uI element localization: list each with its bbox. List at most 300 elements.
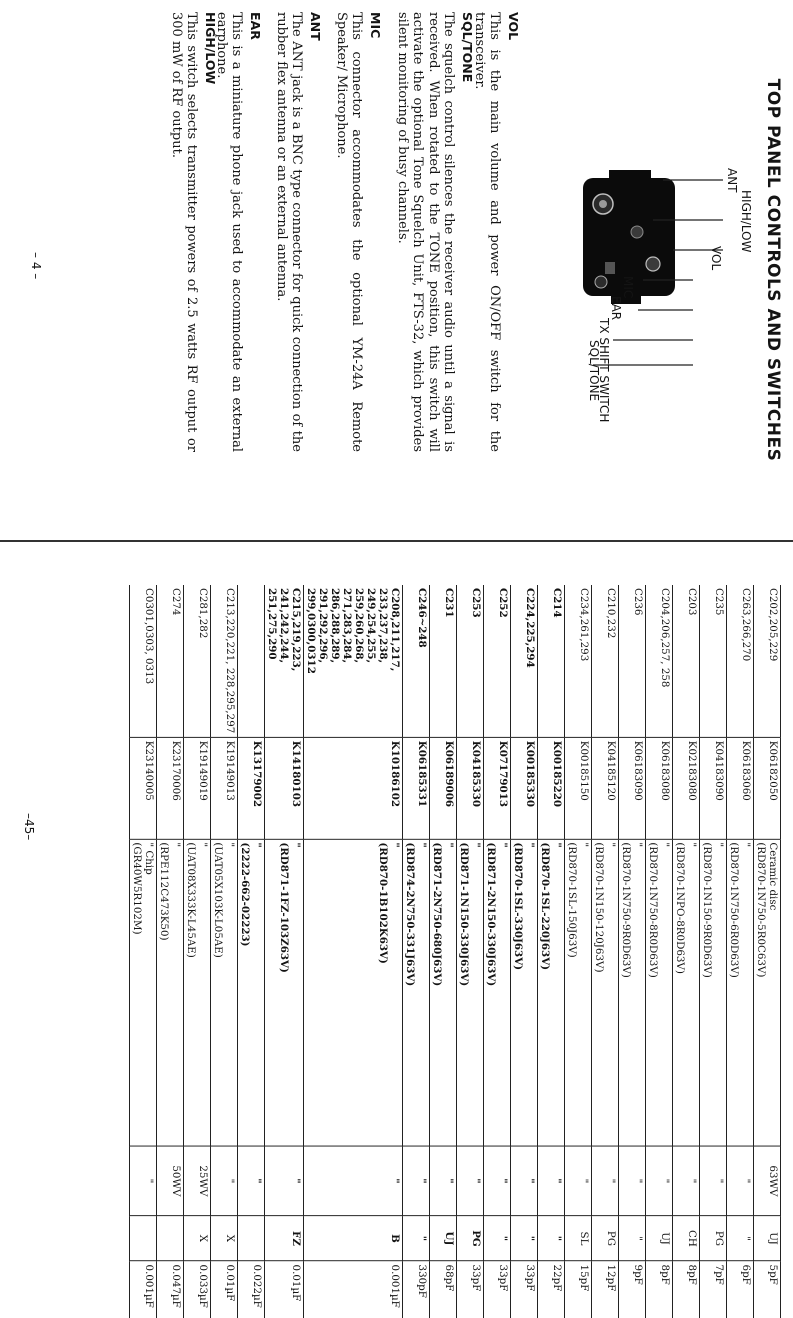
part-number-cell	[403, 737, 430, 839]
type-cell-text: PG	[470, 1230, 482, 1247]
ref-cell-text: C213,220,221, 228,295,297	[224, 587, 236, 734]
description-code-text: (RPE112C473K50)	[158, 842, 170, 941]
part-number-cell-text: K04183090	[713, 740, 725, 801]
part-number-cell	[538, 737, 565, 839]
ref-cell	[304, 585, 403, 737]
part-number-cell-text: K04185330	[470, 740, 482, 808]
rating-cell	[646, 1146, 673, 1216]
table-row	[592, 585, 619, 1318]
description-cell-text: "	[524, 842, 536, 848]
rating-cell-text: "	[659, 1178, 671, 1184]
value-cell-text: 15pF	[578, 1264, 590, 1292]
value-cell	[619, 1261, 646, 1318]
description-cell-text: "	[605, 842, 617, 848]
value-cell-text: 33pF	[497, 1264, 509, 1292]
type-cell-text: "	[632, 1236, 644, 1241]
part-number-cell-text: K00185220	[551, 740, 563, 808]
description-cell	[511, 839, 538, 1146]
description-code-text: (RD870-1SL-330J63V)	[512, 842, 524, 971]
description-cell	[265, 839, 304, 1146]
section-heading: SQL/TONE	[460, 12, 475, 83]
part-number-cell-text: K04185120	[605, 740, 617, 801]
parts-table-body	[130, 585, 781, 1318]
value-cell-text: 12pF	[605, 1264, 617, 1292]
rating-cell	[130, 1146, 157, 1216]
value-cell-text: 0.033µF	[197, 1264, 209, 1308]
description-cell-text: "	[713, 842, 725, 848]
ref-cell-text: C224,225,294	[524, 587, 536, 668]
table-row	[304, 585, 403, 1318]
rating-cell-text: "	[251, 1178, 263, 1184]
label-ear: EAR	[609, 296, 623, 321]
table-row	[727, 585, 754, 1318]
description-cell-text: "	[632, 842, 644, 848]
value-cell	[211, 1261, 238, 1318]
ref-cell	[211, 585, 238, 737]
ref-cell	[538, 585, 565, 737]
section-heading: EAR	[248, 12, 263, 40]
value-cell	[646, 1261, 673, 1318]
rating-cell-text: 63WV	[767, 1165, 779, 1197]
ref-cell-text: C214	[551, 587, 563, 618]
section-ant	[274, 12, 324, 452]
type-cell	[457, 1216, 484, 1261]
description-code-text: (RD870-1NPO-8R0D63V)	[674, 842, 686, 974]
rating-cell	[592, 1146, 619, 1216]
part-number-cell	[565, 737, 592, 839]
description-cell	[538, 839, 565, 1146]
part-number-cell-text: K06183060	[740, 740, 752, 801]
rating-cell-text: "	[686, 1178, 698, 1184]
rating-cell	[700, 1146, 727, 1216]
table-row	[211, 585, 238, 1318]
ref-cell-text: C234,261,293	[578, 587, 590, 662]
type-cell	[565, 1216, 592, 1261]
rating-cell-text: "	[740, 1178, 752, 1184]
type-cell-text: PG	[605, 1230, 617, 1247]
rating-cell-text: 25WV	[197, 1165, 209, 1197]
rating-cell	[304, 1146, 403, 1216]
part-number-cell-text: K06183080	[659, 740, 671, 801]
value-cell	[754, 1261, 781, 1318]
ref-cell-text: C274	[170, 587, 182, 616]
table-row	[754, 585, 781, 1318]
rating-cell	[238, 1146, 265, 1216]
description-cell	[403, 839, 430, 1146]
rating-cell	[457, 1146, 484, 1216]
part-number-cell	[700, 737, 727, 839]
type-cell-text: "	[416, 1235, 428, 1242]
rating-cell-text: "	[470, 1178, 482, 1184]
description-code-text: (RD870-1B102K63V)	[377, 842, 389, 964]
description-code-text: (RD870-1N750-9R0D63V)	[620, 842, 632, 978]
description-cell-text: "	[659, 842, 671, 848]
part-number-cell	[754, 737, 781, 839]
part-number-cell-text: K19149013	[224, 740, 236, 801]
value-cell	[265, 1261, 304, 1318]
type-cell	[304, 1216, 403, 1261]
page-number: –45–	[22, 813, 36, 841]
type-cell	[727, 1216, 754, 1261]
description-cell	[619, 839, 646, 1146]
rating-cell-text: "	[143, 1178, 155, 1184]
description-code-text: (UAT08X333K-L45AE)	[185, 842, 197, 958]
description-cell	[457, 839, 484, 1146]
ref-cell	[430, 585, 457, 737]
ref-cell-text: C208,211,217, 233,237,238, 249,254,255, 259,260,268, 271,283,284, 286,288,289, 291,292,296, 299,0300,0312	[305, 587, 401, 674]
type-cell	[265, 1216, 304, 1261]
rating-cell	[754, 1146, 781, 1216]
value-cell	[565, 1261, 592, 1318]
part-number-cell	[673, 737, 700, 839]
ref-cell-text: C253	[470, 587, 482, 618]
description-code-text: (2222-662-02223)	[239, 842, 251, 947]
type-cell	[646, 1216, 673, 1261]
label-ant: ANT	[725, 168, 739, 193]
table-row	[619, 585, 646, 1318]
part-number-cell-text: K06189006	[443, 740, 455, 808]
type-cell	[430, 1216, 457, 1261]
type-cell-text: UJ	[767, 1232, 779, 1245]
page-number: – 4 –	[29, 252, 43, 280]
description-cell-text: "	[416, 842, 428, 848]
type-cell-text: UJ	[659, 1232, 671, 1245]
value-cell-text: 33pF	[524, 1264, 536, 1292]
description-code-text: (UAT05X103K-L05AE)	[212, 842, 224, 958]
table-row	[538, 585, 565, 1318]
value-cell	[511, 1261, 538, 1318]
part-number-cell-text: K00185150	[578, 740, 590, 801]
table-row	[700, 585, 727, 1318]
type-cell-text: "	[524, 1235, 536, 1242]
page-45	[22, 585, 781, 1308]
table-row	[130, 585, 157, 1318]
description-code-text: (RD871-2N750-680J63V)	[431, 842, 443, 987]
description-cell	[673, 839, 700, 1146]
ref-cell-text: C231	[443, 587, 455, 618]
description-cell-text: "	[578, 842, 590, 848]
part-number-cell	[457, 737, 484, 839]
rating-cell-text: "	[497, 1178, 509, 1184]
table-row	[238, 585, 265, 1318]
part-number-cell	[184, 737, 211, 839]
type-cell-text: "	[497, 1235, 509, 1242]
type-cell	[238, 1216, 265, 1261]
type-cell-text: FZ	[290, 1231, 302, 1246]
ref-cell	[727, 585, 754, 737]
ref-cell	[130, 585, 157, 737]
label-vol: VOL	[709, 246, 723, 271]
section-text: This is the main volume and power ON/OFF switch for the transceiver.	[472, 12, 503, 452]
ref-cell-text: C202,205,229	[767, 587, 779, 662]
type-cell	[403, 1216, 430, 1261]
type-cell-text: "	[740, 1236, 752, 1241]
label-high-low: HIGH/LOW	[739, 190, 753, 253]
description-code-text: (RD870-1N150-9R0D63V)	[701, 842, 713, 978]
section-mic	[334, 12, 384, 452]
part-number-cell-text: K06182050	[767, 740, 779, 801]
description-code-text: (RD870-1SL-220J63V)	[539, 842, 551, 971]
value-cell	[157, 1261, 184, 1318]
description-cell	[157, 839, 184, 1146]
description-cell-text: "	[470, 842, 482, 848]
value-cell	[700, 1261, 727, 1318]
value-cell-text: 0.022µF	[251, 1264, 263, 1308]
description-cell	[184, 839, 211, 1146]
value-cell	[538, 1261, 565, 1318]
value-cell-text: 0.01µF	[224, 1264, 236, 1302]
rating-cell	[211, 1146, 238, 1216]
description-cell	[211, 839, 238, 1146]
ref-cell	[754, 585, 781, 737]
type-cell	[184, 1216, 211, 1261]
section-high-low	[169, 12, 219, 452]
type-cell-text: B	[389, 1234, 401, 1243]
part-number-cell	[265, 737, 304, 839]
description-cell-text: "	[389, 842, 401, 848]
label-tx-shift-switch: TX SHIFT SWITCH	[597, 318, 611, 423]
description-cell	[430, 839, 457, 1146]
ref-cell	[403, 585, 430, 737]
type-cell	[130, 1216, 157, 1261]
value-cell-text: 0.01µF	[290, 1264, 302, 1302]
description-cell-text: "	[251, 842, 263, 848]
type-cell-text: CH	[686, 1230, 698, 1247]
description-code-text: (GR40W5R102M)	[131, 842, 143, 935]
rating-cell-text: "	[605, 1178, 617, 1184]
ref-cell	[265, 585, 304, 737]
rating-cell	[538, 1146, 565, 1216]
description-cell-text: "	[686, 842, 698, 848]
description-cell-text: "	[740, 842, 752, 848]
type-cell	[157, 1216, 184, 1261]
part-number-cell-text: K19149019	[197, 740, 209, 801]
description-cell-text: Ceramic disc	[767, 842, 779, 911]
table-row	[673, 585, 700, 1318]
value-cell-text: 0.001µF	[143, 1264, 155, 1308]
ref-cell-text: C204,206,257, 258	[659, 587, 671, 688]
description-cell	[130, 839, 157, 1146]
rating-cell-text: "	[551, 1178, 563, 1184]
page-title: TOP PANEL CONTROLS AND SWITCHES	[763, 78, 783, 462]
part-number-cell	[157, 737, 184, 839]
part-number-cell-text: K23170006	[170, 740, 182, 801]
rating-cell-text: "	[416, 1178, 428, 1184]
table-row	[646, 585, 673, 1318]
value-cell-text: 330pF	[416, 1264, 428, 1298]
part-number-cell	[430, 737, 457, 839]
rating-cell-text: "	[389, 1178, 401, 1184]
ref-cell-text: C235	[713, 587, 725, 616]
ref-cell	[238, 585, 265, 737]
rating-cell	[430, 1146, 457, 1216]
type-cell-text: "	[551, 1235, 563, 1242]
description-cell-text: "	[224, 842, 236, 848]
section-text: This connector accommodates the optional YM-24A Remote Speaker/ Microphone.	[334, 12, 365, 452]
rating-cell-text: "	[632, 1178, 644, 1184]
part-number-cell	[484, 737, 511, 839]
table-row	[265, 585, 304, 1318]
value-cell-text: 22pF	[551, 1264, 563, 1292]
description-cell-text: "	[170, 842, 182, 848]
description-cell-text: "	[443, 842, 455, 848]
ref-cell	[457, 585, 484, 737]
ref-cell	[700, 585, 727, 737]
value-cell	[484, 1261, 511, 1318]
parts-table-wrap	[129, 585, 781, 1318]
part-number-cell	[646, 737, 673, 839]
description-code-text: (RD870-1N750-6R0D63V)	[728, 842, 740, 978]
type-cell-text: X	[224, 1234, 236, 1243]
type-cell-text: UJ	[443, 1231, 455, 1246]
value-cell-text: 0.001µF	[389, 1264, 401, 1308]
description-cell-text: " Chip	[143, 842, 155, 875]
part-number-cell	[592, 737, 619, 839]
ref-cell	[511, 585, 538, 737]
type-cell-text: SL	[578, 1231, 590, 1246]
type-cell	[592, 1216, 619, 1261]
rating-cell	[184, 1146, 211, 1216]
type-cell	[538, 1216, 565, 1261]
table-row	[565, 585, 592, 1318]
rating-cell	[157, 1146, 184, 1216]
description-cell	[700, 839, 727, 1146]
ref-cell	[592, 585, 619, 737]
description-code-text: (RD871-1N150-330J63V)	[458, 842, 470, 987]
ref-cell-text: C203	[686, 587, 698, 616]
value-cell-text: 8pF	[686, 1264, 698, 1285]
ref-cell-text: C263,266,270	[740, 587, 752, 662]
type-cell	[754, 1216, 781, 1261]
table-row	[457, 585, 484, 1318]
value-cell	[130, 1261, 157, 1318]
parts-table	[129, 585, 781, 1318]
description-code-text: (RD870-1N150-120J63V)	[593, 842, 605, 973]
ref-cell	[619, 585, 646, 737]
part-number-cell-text: K02183080	[686, 740, 698, 801]
part-number-cell-text: K06185331	[416, 740, 428, 808]
description-code-text: (RD870-1N750-8R0D63V)	[647, 842, 659, 978]
rating-cell	[619, 1146, 646, 1216]
value-cell	[673, 1261, 700, 1318]
ref-cell-text: C246~248	[416, 587, 428, 648]
part-number-cell-text: K14180103	[290, 740, 302, 808]
value-cell-text: 9pF	[632, 1264, 644, 1285]
section-heading: ANT	[308, 12, 323, 41]
ref-cell-text: C215,219,223, 241,242,244, 251,275,290	[266, 587, 302, 672]
value-cell-text: 0.047µF	[170, 1264, 182, 1308]
type-cell	[211, 1216, 238, 1261]
part-number-cell	[130, 737, 157, 839]
description-cell-text: "	[551, 842, 563, 848]
description-cell	[484, 839, 511, 1146]
ref-cell	[157, 585, 184, 737]
value-cell	[184, 1261, 211, 1318]
part-number-cell	[619, 737, 646, 839]
description-code-text: (RD871-2N150-330J63V)	[485, 842, 497, 987]
table-row	[157, 585, 184, 1318]
value-cell	[592, 1261, 619, 1318]
rating-cell	[673, 1146, 700, 1216]
description-cell	[754, 839, 781, 1146]
type-cell-text: X	[197, 1234, 209, 1243]
value-cell	[403, 1261, 430, 1318]
part-number-cell-text: K23140005	[143, 740, 155, 801]
description-cell	[727, 839, 754, 1146]
label-sql-tone: SQL/TONE	[587, 340, 601, 402]
type-cell	[673, 1216, 700, 1261]
ref-cell	[484, 585, 511, 737]
description-code-text: (RD870-1N750-5R0C63V)	[755, 842, 767, 978]
section-text: The ANT jack is a BNC type connector for quick connection of the rubber flex antenna or an external antenna.	[274, 12, 305, 452]
rating-cell	[403, 1146, 430, 1216]
description-cell-text: "	[497, 842, 509, 848]
type-cell	[619, 1216, 646, 1261]
description-cell	[592, 839, 619, 1146]
rating-cell-text: "	[443, 1178, 455, 1184]
section-text: The squelch control silences the receiver audio until a signal is received. When rotated to the TONE position, this switch will activate the optional Tone Squelch Unit, FTS-32, which provides silent monitoring of busy channels.	[395, 12, 457, 452]
value-cell	[727, 1261, 754, 1318]
description-cell-text: "	[290, 842, 302, 848]
ref-cell-text: C281,282	[197, 587, 209, 639]
description-code-text: (RD871-1FZ-103Z63V)	[278, 842, 290, 973]
type-cell-text: PG	[713, 1230, 725, 1247]
description-code-text: (RD870-1SL-150J63V)	[566, 842, 578, 958]
description-cell	[304, 839, 403, 1146]
rating-cell	[265, 1146, 304, 1216]
ref-cell-text: C0301,0303, 0313	[143, 587, 155, 685]
section-heading: HIGH/LOW	[203, 12, 218, 85]
rating-cell-text: "	[524, 1178, 536, 1184]
rating-cell-text: "	[290, 1178, 302, 1184]
value-cell-text: 6pF	[740, 1264, 752, 1285]
type-cell	[511, 1216, 538, 1261]
part-number-cell-text: K06183090	[632, 740, 644, 801]
value-cell-text: 5pF	[767, 1264, 779, 1285]
description-cell-text: "	[197, 842, 209, 848]
section-text: This switch selects transmitter powers of 2.5 watts RF output or 300 mW of RF output.	[169, 12, 200, 452]
part-number-cell-text: K13179002	[251, 740, 263, 808]
value-cell-text: 33pF	[470, 1264, 482, 1292]
section-heading: VOL	[506, 12, 521, 41]
description-cell	[565, 839, 592, 1146]
section-text: This is a miniature phone jack used to accommodate an external earphone.	[214, 12, 245, 452]
rating-cell-text: 50WV	[170, 1165, 182, 1197]
value-cell-text: 8pF	[659, 1264, 671, 1285]
type-cell	[700, 1216, 727, 1261]
rating-cell	[511, 1146, 538, 1216]
ref-cell-text: C210,232	[605, 587, 617, 639]
rating-cell	[565, 1146, 592, 1216]
value-cell	[238, 1261, 265, 1318]
rating-cell-text: "	[578, 1178, 590, 1184]
rating-cell	[484, 1146, 511, 1216]
part-number-cell	[304, 737, 403, 839]
part-number-cell	[511, 737, 538, 839]
ref-cell	[646, 585, 673, 737]
label-mic: MIC	[621, 276, 635, 299]
ref-cell	[565, 585, 592, 737]
part-number-cell	[238, 737, 265, 839]
table-row	[430, 585, 457, 1318]
page-4	[0, 0, 793, 540]
value-cell-text: 68pF	[443, 1264, 455, 1292]
ref-cell	[184, 585, 211, 737]
section-sql-tone	[395, 12, 476, 452]
type-cell	[484, 1216, 511, 1261]
part-number-cell-text: K10186102	[389, 740, 401, 808]
rating-cell-text: "	[713, 1178, 725, 1184]
